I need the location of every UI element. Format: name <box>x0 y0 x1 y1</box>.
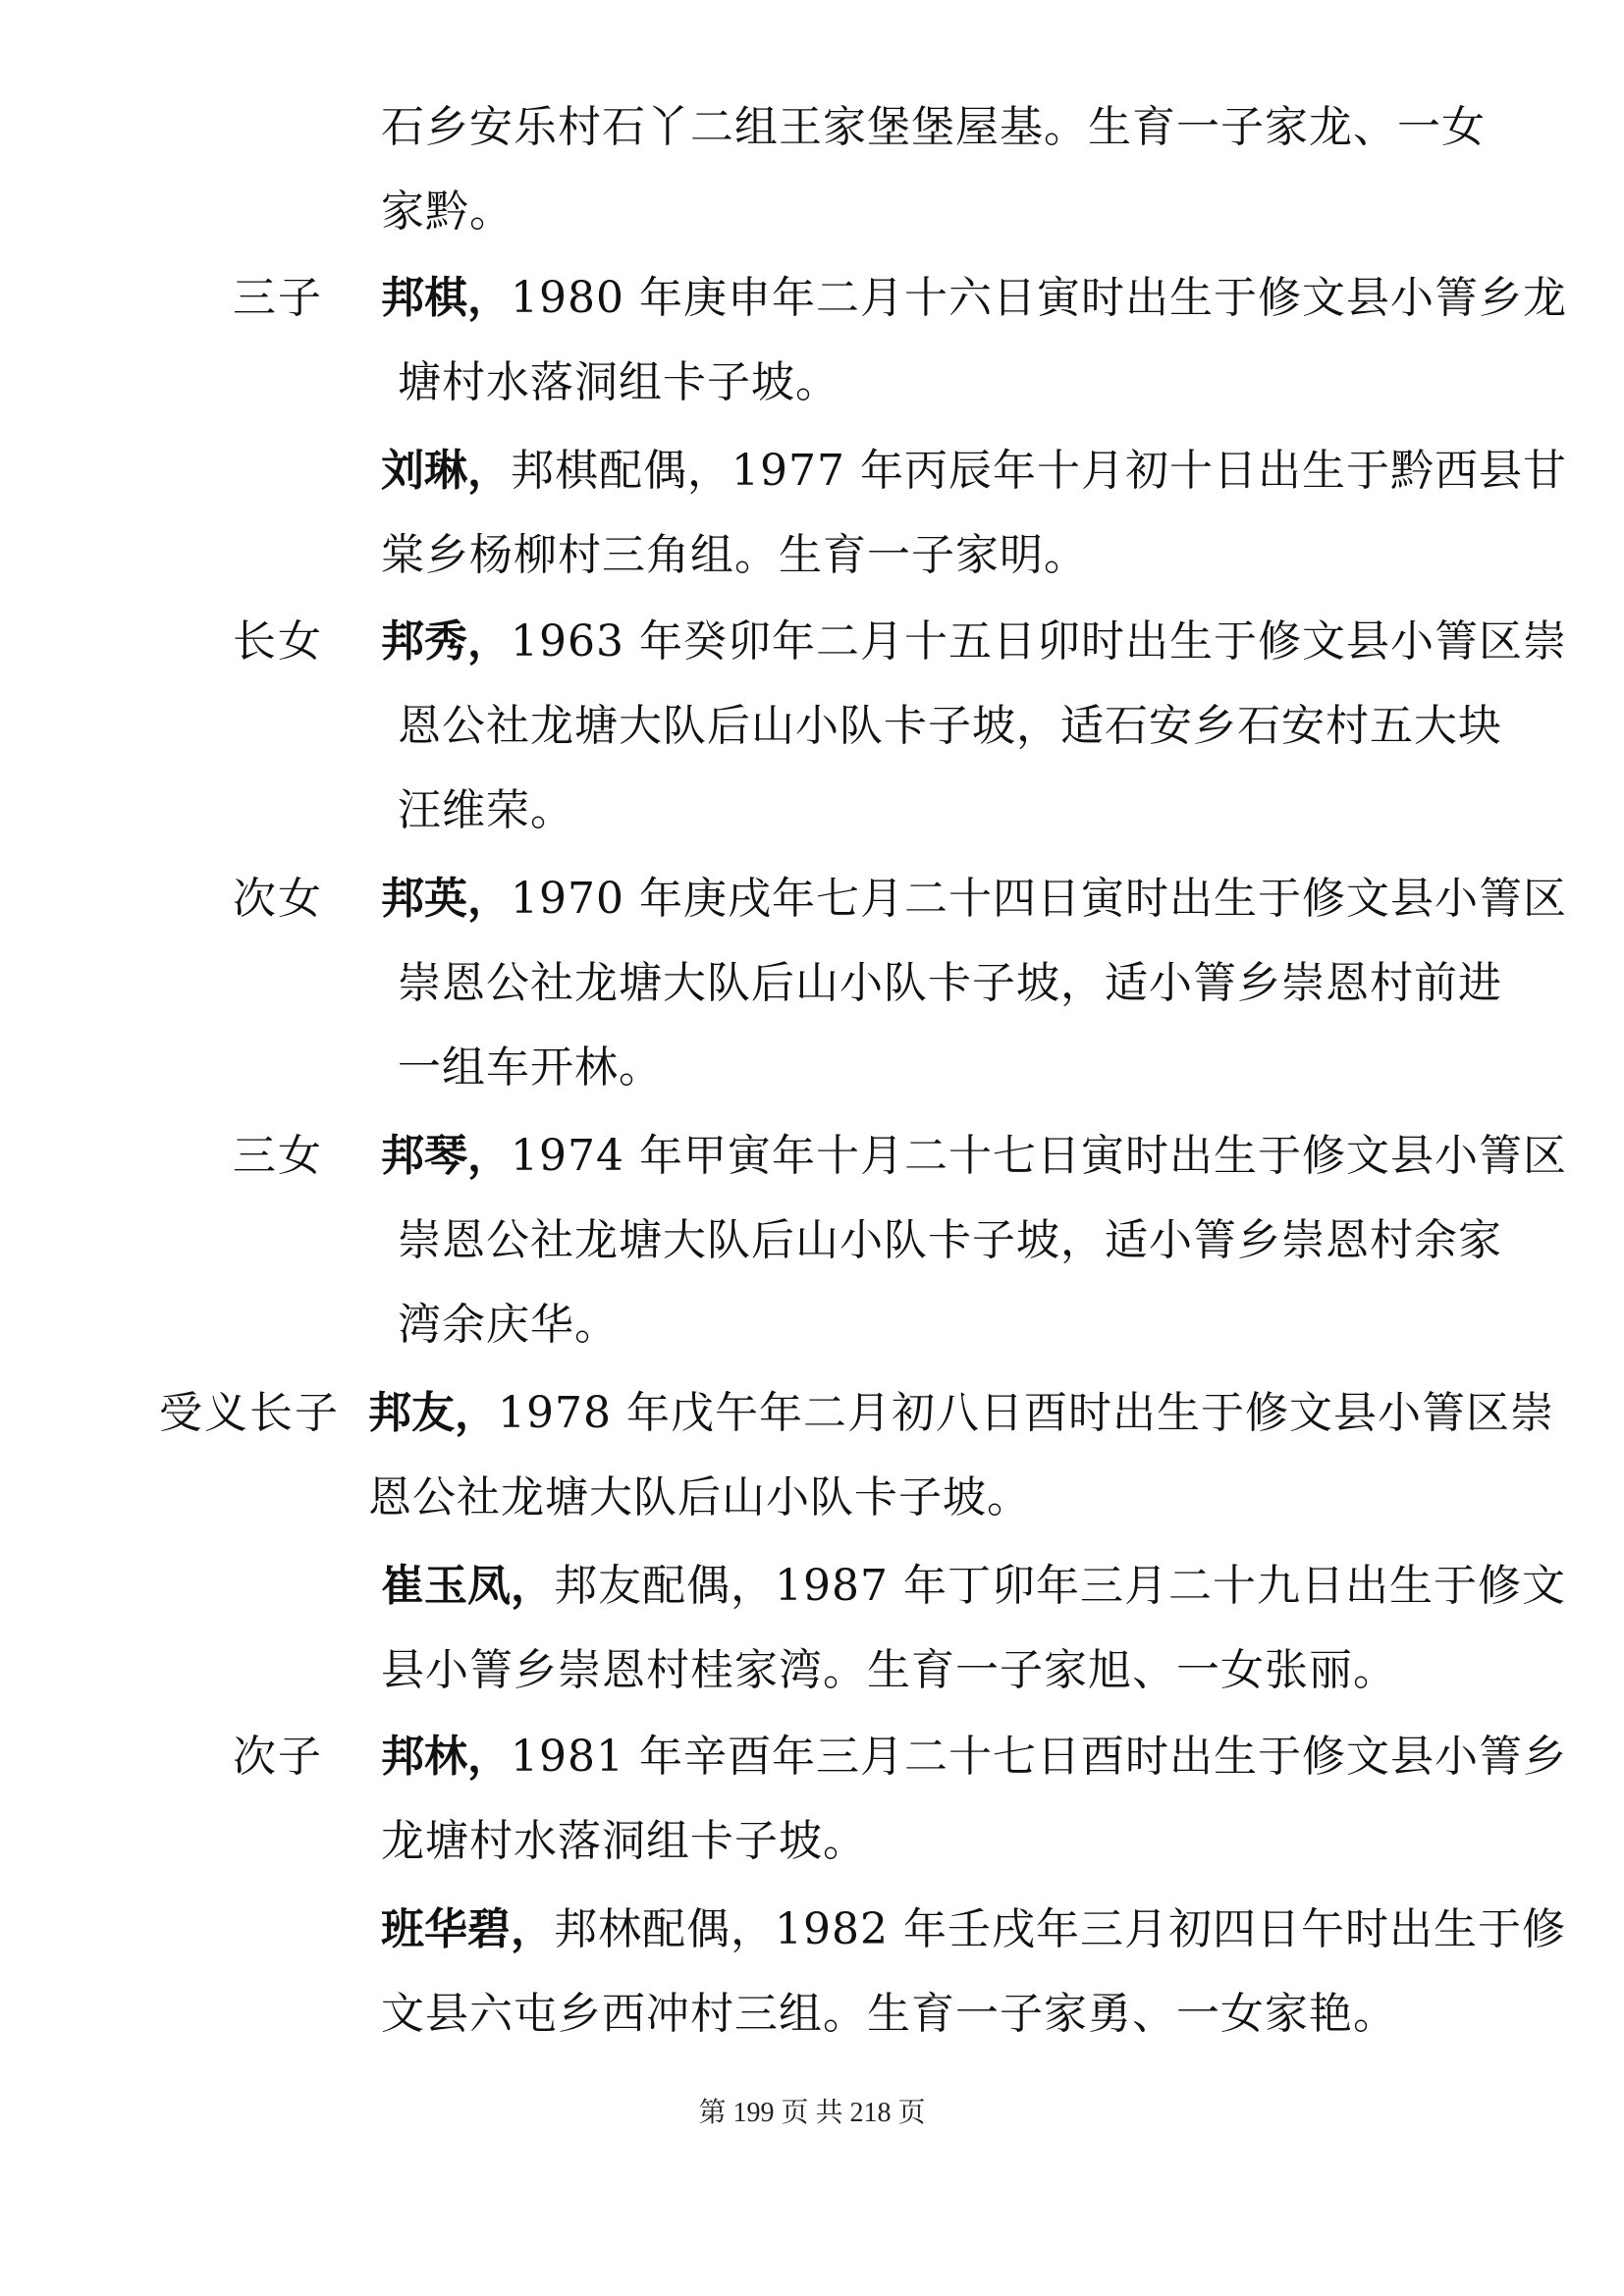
entry-text: 1963 年癸卯年二月十五日卯时出生于修文县小箐区崇 <box>511 616 1567 667</box>
person-name: 邦琴， <box>381 1131 511 1181</box>
person-name: 邦林， <box>381 1732 511 1782</box>
text-line: 县小箐乡崇恩村桂家湾。生育一子家旭、一女张丽。 <box>381 1645 1397 1695</box>
entry-text: 1981 年辛酉年三月二十七日酉时出生于修文县小箐乡 <box>511 1732 1567 1782</box>
entry-label: 次子 <box>233 1732 323 1782</box>
text-line: 石乡安乐村石丫二组王家堡堡屋基。生育一子家龙、一女 <box>381 102 1486 152</box>
entry-label: 三子 <box>233 273 323 323</box>
spouse-text: 邦友配偶，1987 年丁卯年三月二十九日出生于修文 <box>554 1561 1566 1611</box>
text-line: 文县六屯乡西冲村三组。生育一子家勇、一女家艳。 <box>381 1989 1397 2039</box>
spouse-text: 邦棋配偶，1977 年丙辰年十月初十日出生于黔西县甘 <box>511 446 1567 496</box>
spouse-text: 邦林配偶，1982 年壬戌年三月初四日午时出生于修 <box>554 1904 1566 1954</box>
entry-text: 1970 年庚戌年七月二十四日寅时出生于修文县小箐区 <box>511 874 1567 924</box>
spouse-name: 崔玉凤， <box>381 1561 554 1611</box>
entry-text: 1980 年庚申年二月十六日寅时出生于修文县小箐乡龙 <box>511 273 1567 323</box>
entry-text-line <box>381 271 1567 326</box>
entry-text: 1978 年戊午年二月初八日酉时出生于修文县小箐区崇 <box>498 1388 1554 1438</box>
text-line: 恩公社龙塘大队后山小队卡子坡。 <box>368 1472 1031 1522</box>
entry-label: 三女 <box>233 1131 323 1181</box>
spouse-text-line <box>381 1902 1566 1957</box>
spouse-name: 刘琳， <box>381 446 511 496</box>
entry-label: 长女 <box>233 616 323 667</box>
entry-text-line <box>368 1386 1554 1441</box>
entry-label: 次女 <box>233 874 323 924</box>
spouse-name: 班华碧， <box>381 1904 554 1954</box>
entry-text-line <box>381 872 1567 927</box>
spouse-text-line <box>381 444 1567 499</box>
entry-text-line <box>381 614 1567 669</box>
text-line: 崇恩公社龙塘大队后山小队卡子坡，适小箐乡崇恩村前进 <box>398 958 1502 1008</box>
person-name: 邦友， <box>368 1388 498 1438</box>
entry-label: 受义长子 <box>159 1388 340 1438</box>
text-line: 家黔。 <box>381 187 514 237</box>
text-line: 龙塘村水落洞组卡子坡。 <box>381 1816 867 1866</box>
text-line: 崇恩公社龙塘大队后山小队卡子坡，适小箐乡崇恩村余家 <box>398 1215 1502 1265</box>
text-line: 湾余庆华。 <box>398 1300 619 1350</box>
entry-text: 1974 年甲寅年十月二十七日寅时出生于修文县小箐区 <box>511 1131 1567 1181</box>
entry-text-line <box>381 1730 1567 1785</box>
spouse-text-line <box>381 1559 1566 1614</box>
text-line: 塘村水落洞组卡子坡。 <box>398 357 839 407</box>
page-number-footer: 第 199 页 共 218 页 <box>698 2098 926 2128</box>
person-name: 邦棋， <box>381 273 511 323</box>
person-name: 邦英， <box>381 874 511 924</box>
text-line: 一组车开林。 <box>398 1042 663 1093</box>
entry-text-line <box>381 1129 1567 1184</box>
text-line: 棠乡杨柳村三角组。生育一子家明。 <box>381 530 1088 580</box>
text-line: 汪维荣。 <box>398 785 574 835</box>
text-line: 恩公社龙塘大队后山小队卡子坡，适石安乡石安村五大块 <box>398 701 1502 751</box>
person-name: 邦秀， <box>381 616 511 667</box>
